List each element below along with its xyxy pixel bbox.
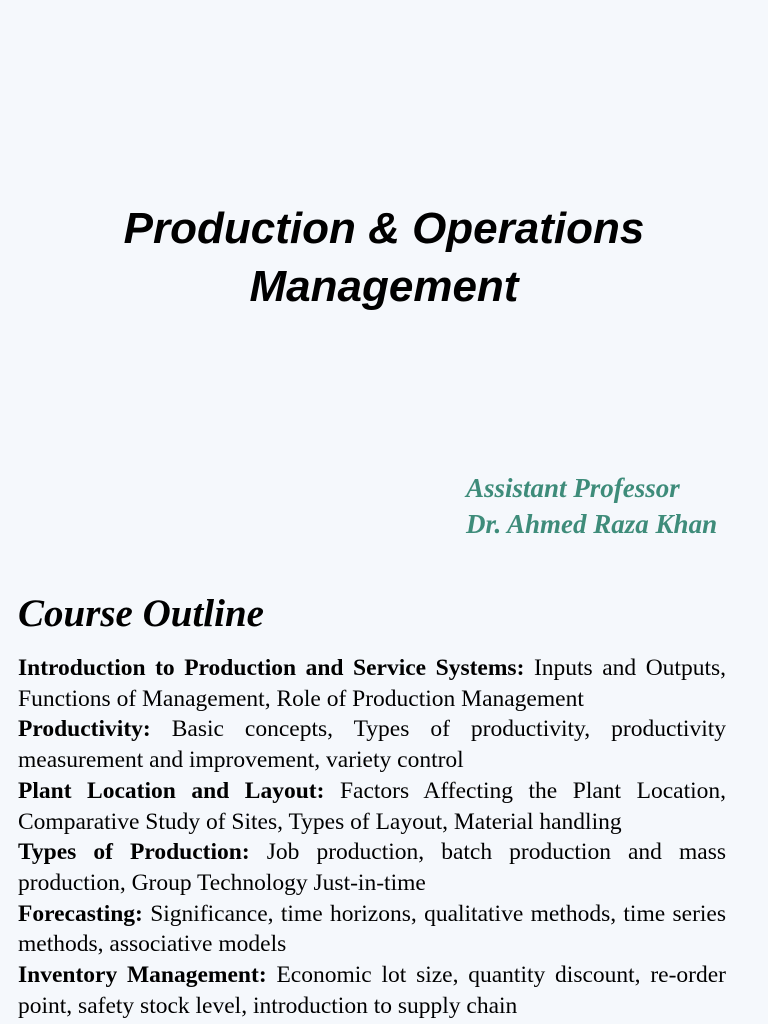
author-role: Assistant Professor [466, 473, 680, 503]
outline-item-text: Economic lot size, quantity discount, re-order point, safety stock level, introduction to supply chain [18, 962, 726, 1019]
outline-item [18, 714, 726, 775]
outline-item-text: Inputs and Outputs, Functions of Management, Role of Production Management [18, 655, 727, 712]
document-title [0, 200, 768, 316]
outline-item-term: Types of Production: [18, 839, 250, 866]
outline-item-text: Basic concepts, Types of productivity, productivity measurement and improvement, variety control [18, 716, 727, 774]
course-outline-heading: Course Outline [18, 592, 264, 635]
outline-item [18, 899, 726, 960]
outline-item [18, 776, 726, 837]
title-line-1: Production & Operations [123, 204, 645, 253]
outline-item [18, 653, 726, 714]
outline-item-text: Factors Affecting the Plant Location, Comparative Study of Sites, Types of Layout, Material handling [18, 777, 727, 835]
author-name: Dr. Ahmed Raza Khan [466, 509, 718, 539]
outline-item-term: Forecasting: [18, 900, 143, 927]
outline-item [18, 837, 726, 898]
outline-item-term: Inventory Management: [18, 962, 267, 989]
course-outline-list [18, 653, 726, 1021]
author-block [466, 470, 717, 542]
outline-item-text: Significance, time horizons, qualitative methods, time series methods, associative models [18, 900, 727, 958]
outline-item-term: Introduction to Production and Service Systems: [18, 655, 525, 681]
title-line-2: Management [249, 262, 519, 311]
outline-item-text: Job production, batch production and mass production, Group Technology Just-in-time [18, 839, 726, 896]
outline-item-term: Plant Location and Layout: [18, 777, 325, 804]
outline-item [18, 960, 726, 1021]
outline-item-term: Productivity: [18, 716, 151, 743]
